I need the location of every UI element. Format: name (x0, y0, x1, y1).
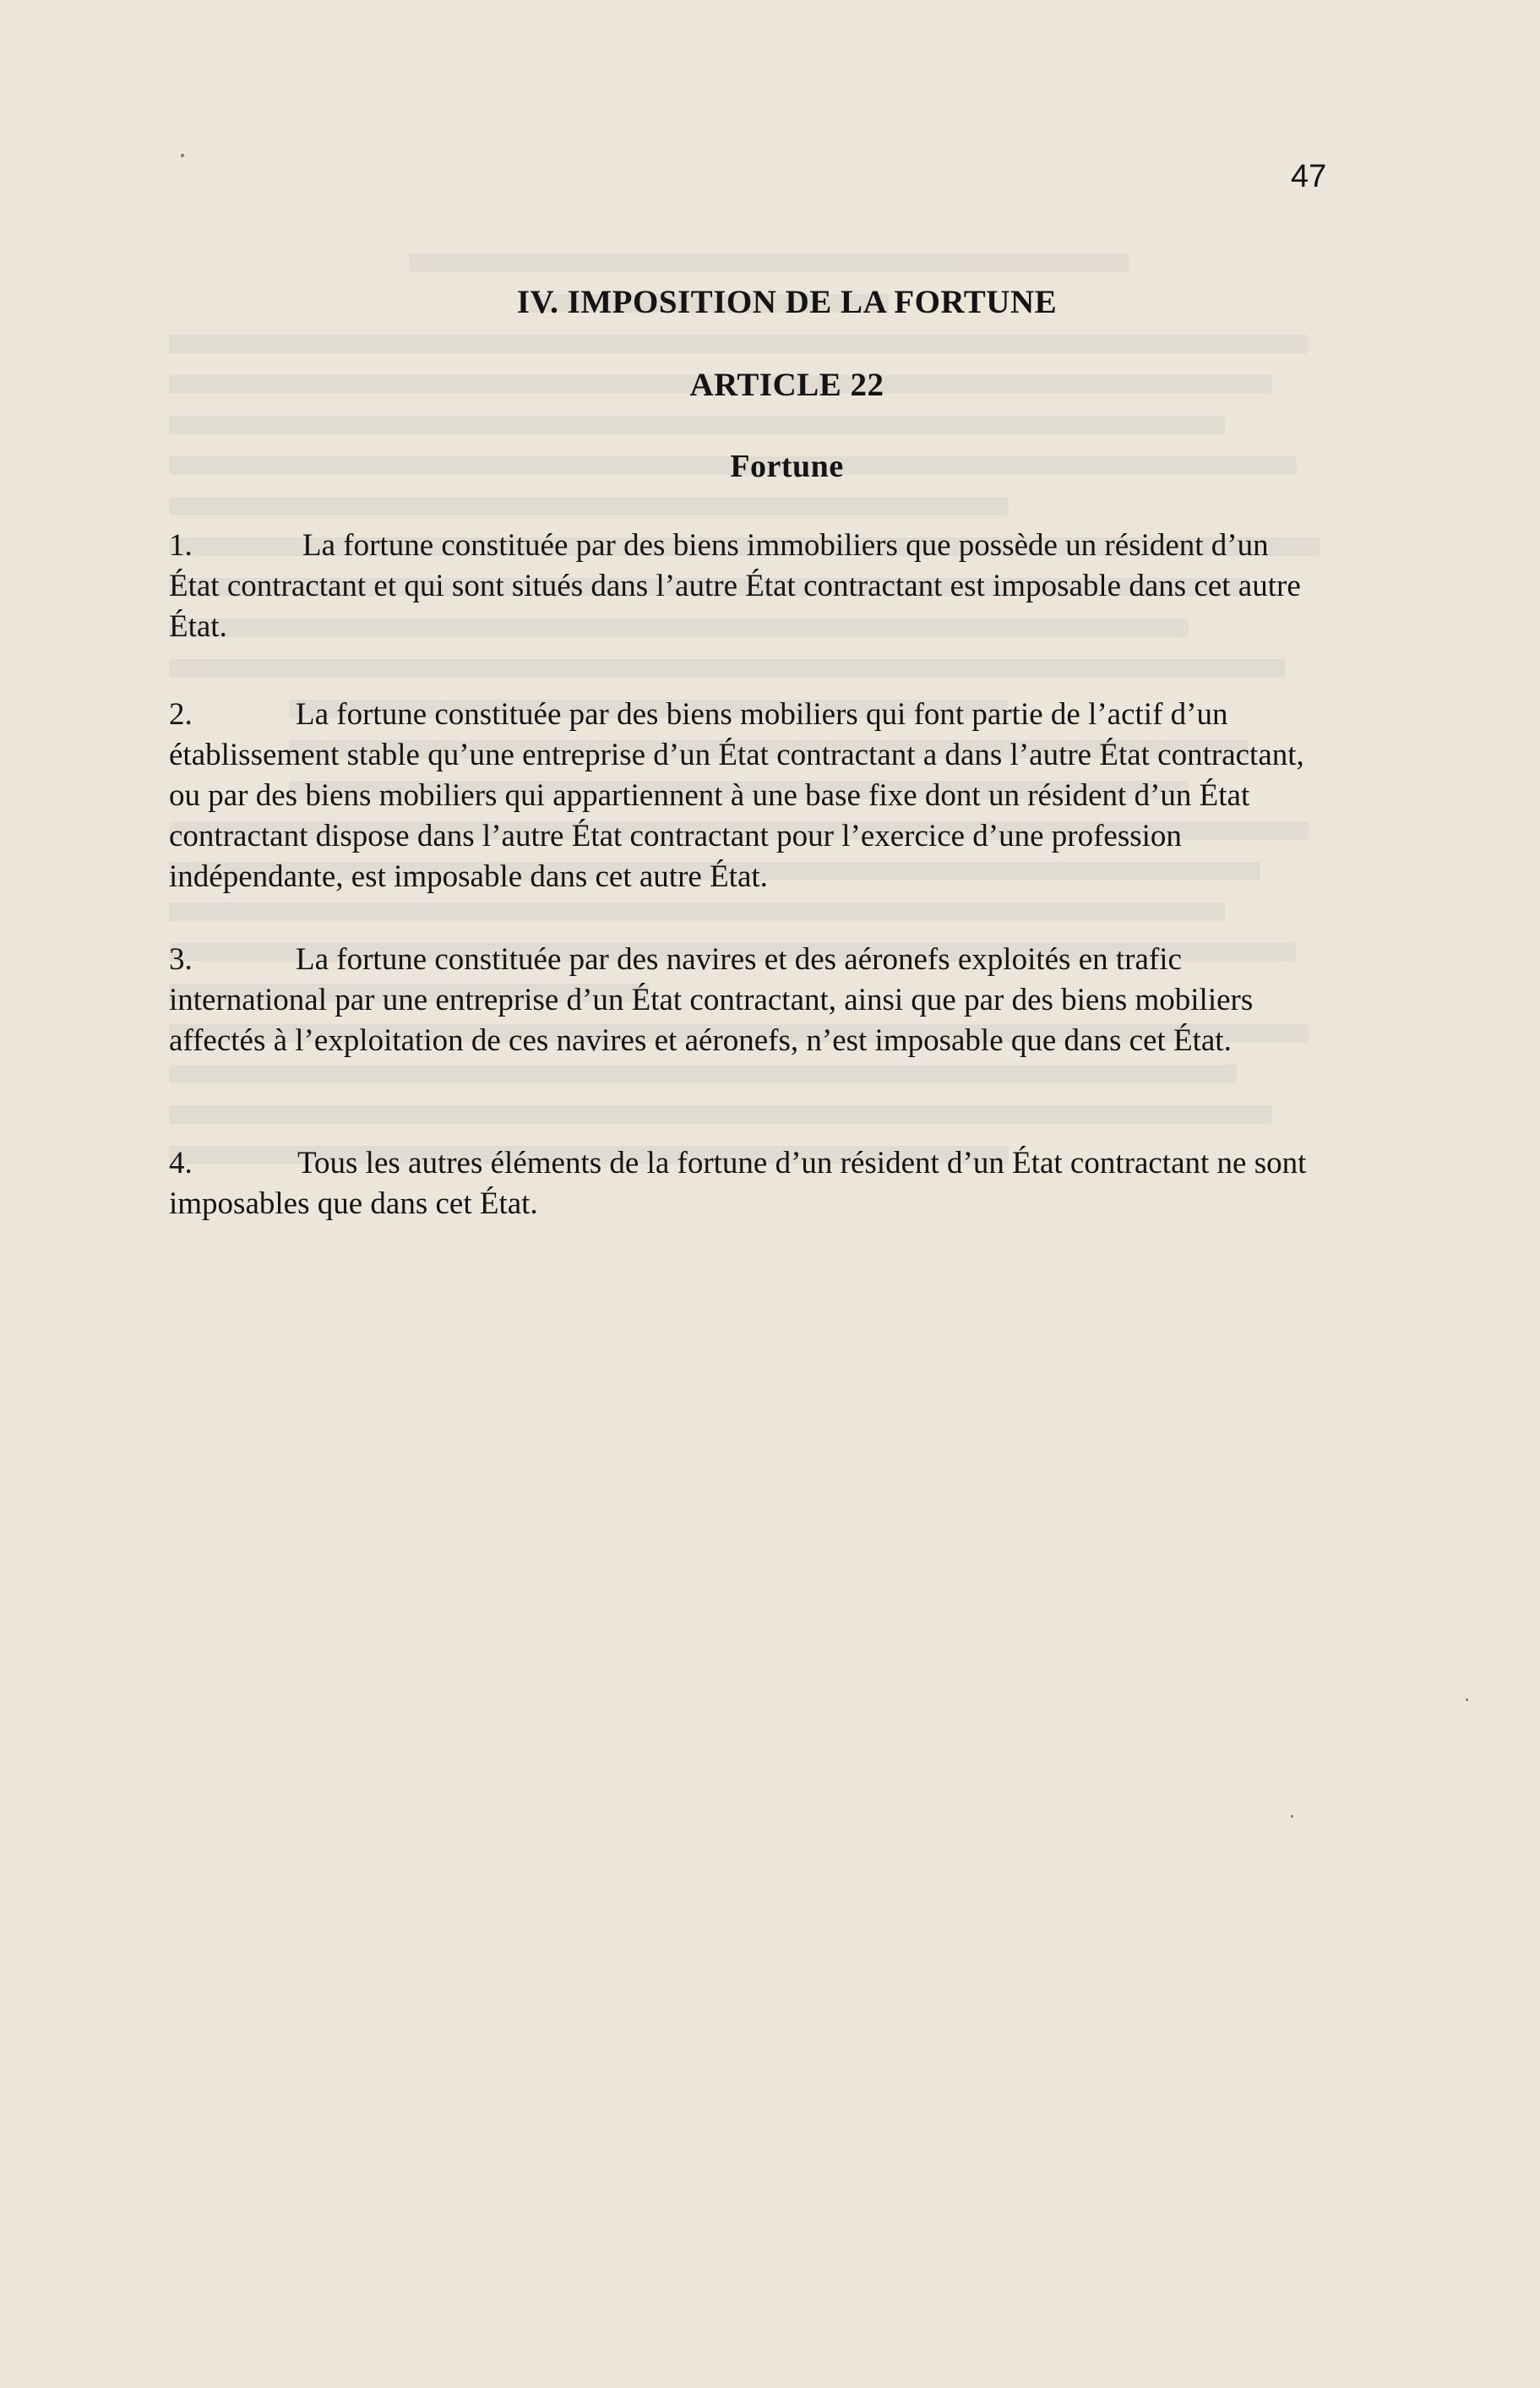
paragraph-number: 3. (169, 942, 193, 977)
paragraph-text: La fortune constituée par des biens immobiliers que possède un résident d’un État contractant et qui sont situés dans l’autre État contractant est imposable dans cet autre État. (169, 528, 1301, 644)
page-number: 47 (1291, 159, 1327, 194)
paper-speck (1291, 1815, 1293, 1818)
article-title: ARTICLE 22 (689, 367, 884, 403)
paper-speck (1466, 1698, 1468, 1701)
paragraph-3 (169, 940, 1318, 1061)
paragraph-2 (169, 695, 1318, 897)
paragraph-4 (169, 1143, 1318, 1224)
paragraph-number: 2. (169, 697, 193, 732)
paragraph-number: 1. (169, 528, 193, 563)
paragraph-text: La fortune constituée par des navires et des aéronefs exploités en trafic international par une entreprise d’un État contractant, ainsi que par des biens mobiliers affectés à l’exploitation de ces navires et aéronefs, n’est imposable que dans cet État. (169, 942, 1254, 1058)
section-title: Fortune (730, 449, 844, 484)
paragraph-text: Tous les autres éléments de la fortune d’un résident d’un État contractant ne sont imposables que dans cet État. (169, 1146, 1307, 1221)
paper-speck (181, 154, 184, 157)
paragraph-1 (169, 526, 1318, 647)
paragraph-text: La fortune constituée par des biens mobiliers qui font partie de l’actif d’un établissement stable qu’une entreprise d’un État contractant a dans l’autre État contractant, ou par des biens mobiliers qui appartiennent à une base fixe dont un résident d’un État contractant dispose dans l’autre État contractant pour l’exercice d’une profession indépendante, est imposable dans cet autre État. (169, 697, 1304, 894)
part-title: IV. IMPOSITION DE LA FORTUNE (516, 284, 1058, 320)
paragraph-number: 4. (169, 1146, 193, 1180)
